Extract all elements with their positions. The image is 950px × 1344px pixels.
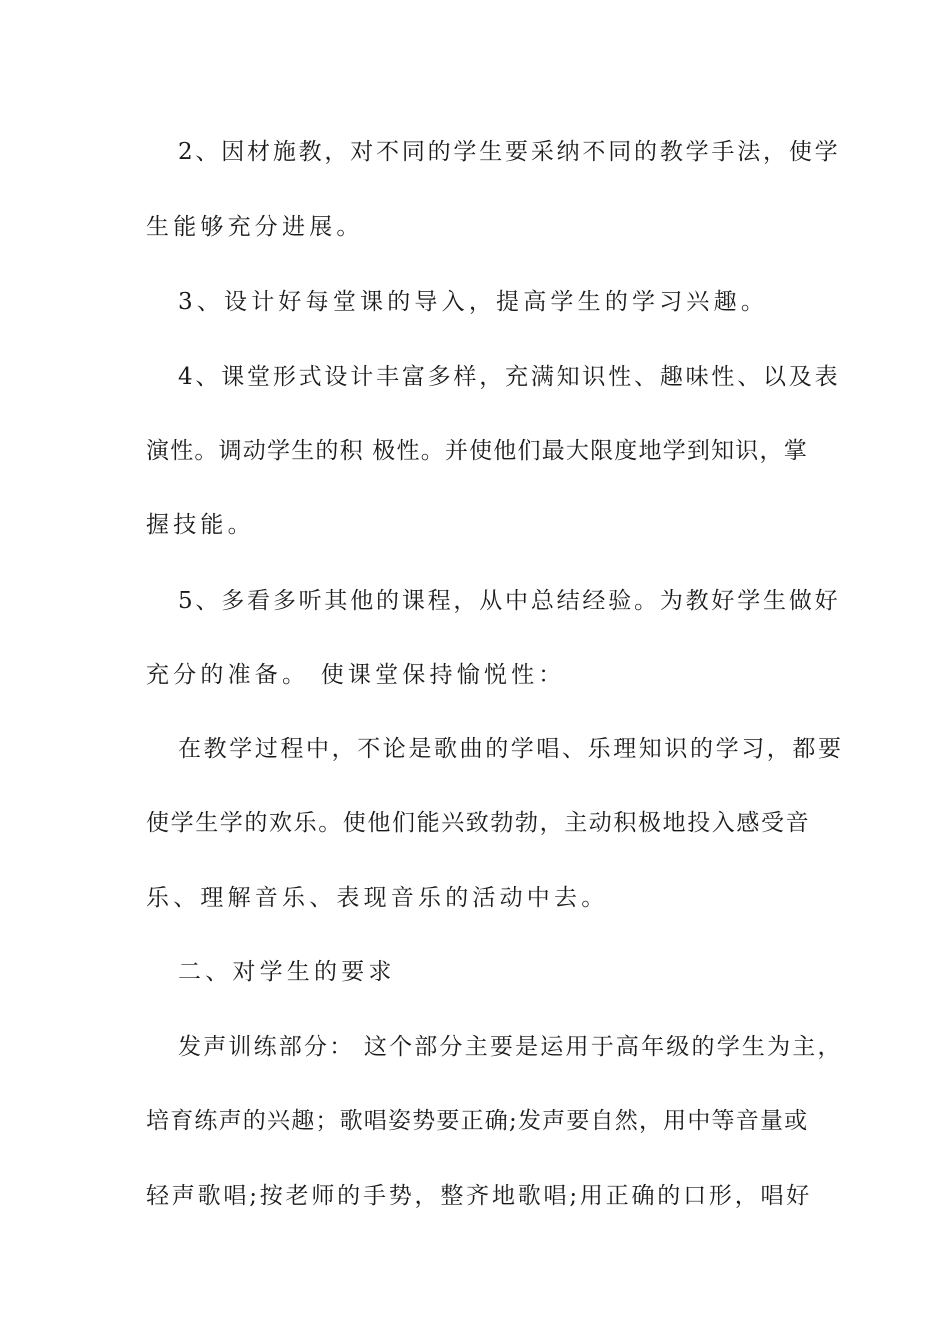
text-line: 2、因材施教，对不同的学生要采纳不同的教学手法，使学 [178, 139, 841, 165]
text-line: 培育练声的兴趣；歌唱姿势要正确;发声要自然，用中等音量或 [146, 1108, 809, 1134]
text-line: 在教学过程中，不论是歌曲的学唱、乐理知识的学习，都要 [178, 736, 844, 762]
text-line: 生能够充分进展。 [146, 214, 364, 240]
text-line: 轻声歌唱;按老师的手势，整齐地歌唱;用正确的口形，唱好 [146, 1183, 813, 1209]
section-heading: 二、对学生的要求 [178, 959, 396, 985]
text-line: 3、设计好每堂课的导入，提高学生的学习兴趣。 [178, 289, 769, 315]
text-line: 演性。调动学生的积 极性。并使他们最大限度地学到知识，掌 [146, 438, 808, 464]
text-line: 充分的准备。 使课堂保持愉悦性： [146, 662, 566, 688]
text-line: 乐、理解音乐、表现音乐的活动中去。 [146, 885, 609, 911]
text-line: 4、课堂形式设计丰富多样，充满知识性、趣味性、以及表 [178, 364, 841, 390]
text-line: 发声训练部分： 这个部分主要是运用于高年级的学生为主， [178, 1034, 843, 1060]
text-line: 使学生学的欢乐。使他们能兴致勃勃，主动积极地投入感受音 [146, 810, 811, 836]
text-line: 5、多看多听其他的课程，从中总结经验。为教好学生做好 [178, 588, 841, 614]
text-line: 握技能。 [146, 512, 255, 538]
